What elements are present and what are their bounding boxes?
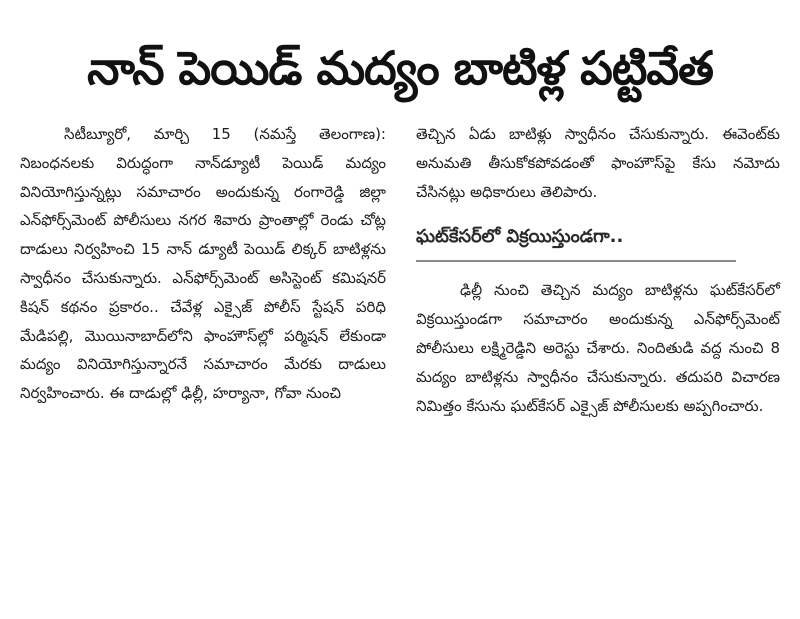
article-paragraph-continued: తెచ్చిన ఏడు బాటిళ్లు స్వాధీనం చేసుకున్నారు. ఈవెంట్‌కు అనుమతి తీసుకోకపోవడంతో ఫాంహౌస్‌పై కేసు నమోదు చేసినట్లు అధికారులు తెలిపారు. — [416, 125, 780, 201]
article-column-right — [416, 120, 780, 420]
subheading: ఘట్‌కేసర్‌లో విక్రయిస్తుండగా.. — [416, 222, 736, 262]
article-paragraph: ఢిల్లీ నుంచి తెచ్చిన మద్యం బాటిళ్లను ఘట్‌కేసర్‌లో విక్రయిస్తుండగా సమాచారం అందుకున్న ఎన్‌ఫోర్స్‌మెంట్ పోలీసులు లక్ష్మిరెడ్డిని అరెస్టు చేశారు. నిందితుడి వద్ద నుంచి 8 మద్యం బాటిళ్లను స్వాధీనం చేసుకున్నారు. తదుపరి విచారణ నిమిత్తం కేసును ఘట్‌కేసర్ ఎక్సైజ్ పోలీసులకు అప్పగించారు. — [416, 281, 780, 415]
article-paragraph: సిటీబ్యూరో, మార్చి 15 (నమస్తే తెలంగాణ): నిబంధనలకు విరుద్ధంగా నాన్‌డ్యూటీ పెయిడ్ మద్యం వినియోగిస్తున్నట్లు సమాచారం అందుకున్న రంగారెడ్డి జిల్లా ఎన్‌ఫోర్స్‌మెంట్ పోలీసులు నగర శివారు ప్రాంతాల్లో రెండు చోట్ల దాడులు నిర్వహించి 15 నాన్ డ్యూటీ పెయిడ్ లిక్కర్ బాటిళ్లను స్వాధీనం చేసుకున్నారు. ఎన్‌ఫోర్స్‌మెంట్ అసిస్టెంట్ కమిషనర్ కిషన్ కథనం ప్రకారం.. చేవేళ్ల ఎక్సైజ్ పోలీస్ స్టేషన్ పరిధి మేడిపల్లి, మొయినాబాద్‌లోని ఫాంహౌస్‌ల్లో పర్మిషన్ లేకుండా మద్యం వినియోగిస్తున్నారనే సమాచారం మేరకు దాడులు నిర్వహించారు. ఈ దాడుల్లో ఢిల్లీ, హర్యానా, గోవా నుంచి — [20, 125, 386, 403]
article-column-left — [20, 120, 386, 408]
headline: నాన్ పెయిడ్ మద్యం బాటిళ్ల పట్టివేత — [87, 41, 713, 95]
